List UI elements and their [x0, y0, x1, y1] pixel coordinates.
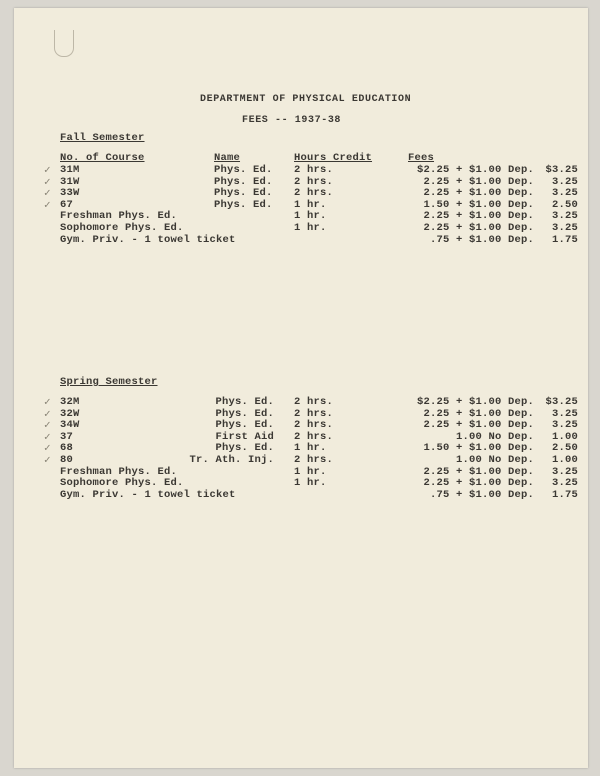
- fall-row-course: 67: [60, 199, 74, 211]
- spring-row-name: Phys. Ed.: [215, 396, 274, 408]
- spring-row-course: 32W: [60, 408, 80, 420]
- checkmark-icon: ✓: [44, 443, 51, 455]
- document-page: [14, 8, 588, 768]
- checkmark-icon: ✓: [44, 420, 51, 432]
- spring-row-course: 80: [60, 454, 74, 466]
- fall-row-name: Phys. Ed.: [214, 199, 273, 211]
- spring-row-hours: 2 hrs.: [294, 454, 334, 466]
- spring-row-total: 1.00: [551, 454, 578, 466]
- paperclip-mark-icon: [54, 30, 74, 57]
- spring-row-fee: 2.25 + $1.00 Dep.: [423, 419, 534, 431]
- fall-row-hours: 1 hr.: [294, 210, 327, 222]
- checkmark-icon: ✓: [44, 165, 51, 177]
- fall-row-fee: $2.25 + $1.00 Dep.: [416, 164, 534, 176]
- checkmark-icon: ✓: [44, 177, 51, 189]
- spring-row-total: 1.00: [551, 431, 578, 443]
- fall-row-name: Phys. Ed.: [214, 176, 273, 188]
- spring-row-course: Freshman Phys. Ed.: [60, 466, 178, 478]
- spring-row-fee: 1.00 No Dep.: [455, 431, 534, 443]
- spring-row-course: Gym. Priv. - 1 towel ticket: [60, 489, 236, 501]
- spring-row-name: Phys. Ed.: [215, 419, 274, 431]
- checkmark-icon: ✓: [44, 188, 51, 200]
- spring-row-total: $3.25: [545, 396, 578, 408]
- spring-row-hours: 1 hr.: [294, 477, 327, 489]
- checkmark-icon: ✓: [44, 432, 51, 444]
- spring-row-hours: 2 hrs.: [294, 396, 334, 408]
- fall-row-fee: 2.25 + $1.00 Dep.: [423, 176, 534, 188]
- fall-row-course: Gym. Priv. - 1 towel ticket: [60, 234, 236, 246]
- spring-row-fee: 2.25 + $1.00 Dep.: [423, 477, 534, 489]
- fall-semester-heading: Fall Semester: [60, 132, 145, 144]
- spring-row-total: 1.75: [551, 489, 578, 501]
- spring-row-course: 37: [60, 431, 74, 443]
- spring-row-total: 3.25: [551, 477, 578, 489]
- spring-row-hours: 2 hrs.: [294, 408, 334, 420]
- fall-row-fee: 2.25 + $1.00 Dep.: [423, 187, 534, 199]
- fall-row-total: 3.25: [551, 187, 578, 199]
- fall-row-name: Phys. Ed.: [214, 187, 273, 199]
- spring-row-course: 68: [60, 442, 74, 454]
- spring-row-course: Sophomore Phys. Ed.: [60, 477, 184, 489]
- spring-row-fee: 1.00 No Dep.: [455, 454, 534, 466]
- column-header-fees: Fees: [408, 152, 435, 164]
- fall-row-hours: 1 hr.: [294, 199, 327, 211]
- department-title: DEPARTMENT OF PHYSICAL EDUCATION: [200, 94, 412, 105]
- checkmark-icon: ✓: [44, 409, 51, 421]
- checkmark-icon: ✓: [44, 397, 51, 409]
- fall-row-fee: 2.25 + $1.00 Dep.: [423, 210, 534, 222]
- fall-row-total: 3.25: [551, 176, 578, 188]
- spring-row-name: Phys. Ed.: [215, 442, 274, 454]
- fall-row-course: 33W: [60, 187, 80, 199]
- spring-row-course: 34W: [60, 419, 80, 431]
- fall-row-fee: 1.50 + $1.00 Dep.: [423, 199, 534, 211]
- spring-row-hours: 1 hr.: [294, 442, 327, 454]
- spring-row-total: 3.25: [551, 466, 578, 478]
- spring-row-fee: $2.25 + $1.00 Dep.: [416, 396, 534, 408]
- fall-row-total: 3.25: [551, 210, 578, 222]
- spring-row-fee: 1.50 + $1.00 Dep.: [423, 442, 534, 454]
- spring-row-name: First Aid: [215, 431, 274, 443]
- spring-row-total: 3.25: [551, 419, 578, 431]
- fall-row-course: Sophomore Phys. Ed.: [60, 222, 184, 234]
- fall-row-course: Freshman Phys. Ed.: [60, 210, 178, 222]
- checkmark-icon: ✓: [44, 455, 51, 467]
- fall-row-total: 3.25: [551, 222, 578, 234]
- fall-row-total: $3.25: [545, 164, 578, 176]
- spring-semester-heading: Spring Semester: [60, 376, 158, 388]
- spring-row-hours: 1 hr.: [294, 466, 327, 478]
- spring-row-hours: 2 hrs.: [294, 431, 334, 443]
- spring-row-total: 2.50: [551, 442, 578, 454]
- spring-row-fee: 2.25 + $1.00 Dep.: [423, 408, 534, 420]
- spring-row-fee: 2.25 + $1.00 Dep.: [423, 466, 534, 478]
- spring-row-name: Phys. Ed.: [215, 408, 274, 420]
- fall-row-total: 2.50: [551, 199, 578, 211]
- fall-row-fee: .75 + $1.00 Dep.: [429, 234, 534, 246]
- column-header-hours: Hours Credit: [294, 152, 373, 164]
- fall-row-course: 31W: [60, 176, 80, 188]
- fall-row-course: 31M: [60, 164, 80, 176]
- fees-title: FEES -- 1937-38: [242, 115, 342, 126]
- spring-row-fee: .75 + $1.00 Dep.: [429, 489, 534, 501]
- spring-row-course: 32M: [60, 396, 80, 408]
- spring-row-name: Tr. Ath. Inj.: [189, 454, 274, 466]
- column-header-course: No. of Course: [60, 152, 145, 164]
- fall-row-hours: 2 hrs.: [294, 176, 334, 188]
- fall-row-fee: 2.25 + $1.00 Dep.: [423, 222, 534, 234]
- spring-row-hours: 2 hrs.: [294, 419, 334, 431]
- fall-row-hours: 1 hr.: [294, 222, 327, 234]
- fall-row-total: 1.75: [551, 234, 578, 246]
- fall-row-name: Phys. Ed.: [214, 164, 273, 176]
- spring-row-total: 3.25: [551, 408, 578, 420]
- column-header-name: Name: [214, 152, 241, 164]
- checkmark-icon: ✓: [44, 200, 51, 212]
- fall-row-hours: 2 hrs.: [294, 187, 334, 199]
- fall-row-hours: 2 hrs.: [294, 164, 334, 176]
